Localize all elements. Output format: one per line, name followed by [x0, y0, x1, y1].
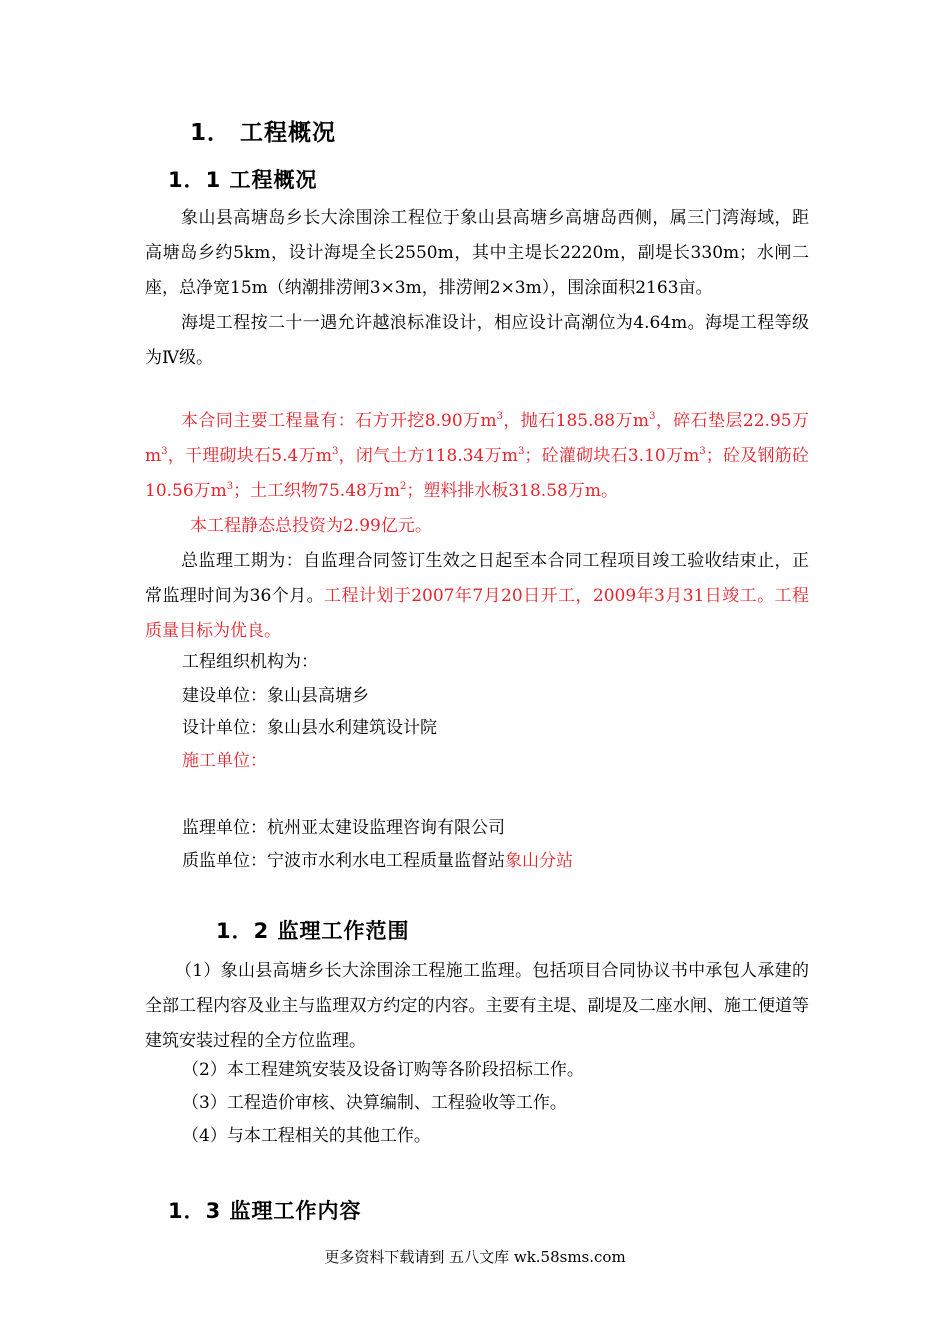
- period-paragraph: 总监理工期为：自监理合同签订生效之日起至本合同工程项目竣工验收结束止，正常监理时间为36个月。工程计划于2007年7月20日开工，2009年3月31日竣工。工程质量目标为优良。: [145, 551, 809, 641]
- footer-link-text: 更多资料下载请到 五八文库 wk.58sms.com: [324, 1248, 626, 1266]
- org-constructor: 施工单位：: [182, 751, 267, 771]
- section-1-3-title: 1．3 监理工作内容: [168, 1199, 362, 1223]
- scope-item-2: （2）本工程建筑安装及设备订购等各阶段招标工作。: [182, 1060, 584, 1080]
- scope-item-4: （4）与本工程相关的其他工作。: [182, 1126, 431, 1146]
- seawall-paragraph: 海堤工程按二十一遇允许越浪标准设计，相应设计高潮位为4.64m。海堤工程等级为Ⅳ级。: [145, 313, 809, 368]
- org-designer: 设计单位：象山县水利建筑设计院: [182, 718, 437, 738]
- chapter-heading: 1． 工程概况: [190, 120, 337, 146]
- overview-paragraph: 象山县高塘岛乡长大涂围涂工程位于象山县高塘乡高塘岛西侧，属三门湾海域，距高塘岛乡约5km，设计海堤全长2550m，其中主堤长2220m，副堤长330m；水闸二座，总净宽15m（纳潮排涝闸3×3m，排涝闸2×3m），围涂面积2163亩。: [145, 208, 809, 298]
- org-builder: 建设单位：象山县高塘乡: [182, 686, 369, 706]
- scope-item-1: （1）象山县高塘乡长大涂围涂工程施工监理。包括项目合同协议书中承包人承建的全部工程内容及业主与监理双方约定的内容。主要有主堤、副堤及二座水闸、施工便道等建筑安装过程的全方位监理。: [145, 961, 809, 1051]
- quantities-paragraph: 本合同主要工程量有：石方开挖8.90万$m^3$，抛石185.88万$m^3$，碎石垫层22.95万$m^3$，干理砌块石5.4万$m^3$，闭气土方118.34万$m^3$；砼灌砌块石3.10万$m^3$；砼及钢筋砼10.56万$m^3$；土工织物75.48万$m^2$；塑料排水板318.58万m。: [145, 411, 810, 501]
- org-quality: 质监单位：宁波市水利水电工程质量监督站象山分站: [182, 851, 573, 871]
- scope-item-3: （3）工程造价审核、决算编制、工程验收等工作。: [182, 1093, 567, 1113]
- investment-line: 本工程静态总投资为2.99亿元。: [190, 516, 432, 536]
- org-supervisor: 监理单位：杭州亚太建设监理咨询有限公司: [182, 818, 505, 838]
- org-title: 工程组织机构为：: [182, 652, 318, 672]
- section-1-2-title: 1．2 监理工作范围: [216, 919, 410, 943]
- section-1-1-title: 1．1 工程概况: [168, 168, 318, 192]
